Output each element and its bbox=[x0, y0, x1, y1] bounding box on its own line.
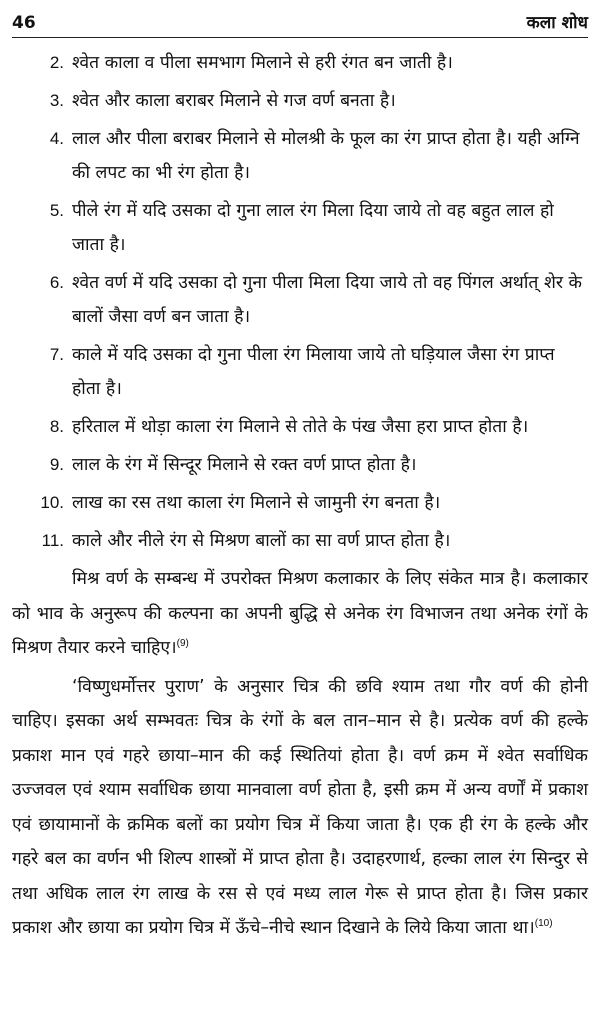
list-item bbox=[12, 410, 588, 444]
list-item bbox=[12, 84, 588, 118]
paragraph-mixing-note bbox=[12, 562, 588, 666]
list-item-number: 6. bbox=[49, 273, 64, 292]
list-item-number: 10. bbox=[40, 493, 64, 512]
list-item bbox=[12, 524, 588, 558]
list-item-number: 8. bbox=[49, 417, 64, 436]
paragraph-text: ‘विष्णुधर्मोत्तर पुराण’ के अनुसार चित्र की छवि श्याम तथा गौर वर्ण की होनी चाहिए। इसका अर्थ सम्भवतः चित्र के रंगों के बल तान–मान से है। प्रत्येक वर्ण की हल्के प्रकाश मान एवं गहरे छाया–मान की कई स्थितियां होता है। वर्ण क्रम में श्वेत सर्वाधिक उज्जवल एवं श्याम सर्वाधिक छाया मानवाला वर्ण होता है, इसी क्रम में अन्य वर्णों में प्रकाश एवं छायामानों के क्रमिक बलों का प्रयोग चित्र में किया जाता है। एक ही रंग के हल्के और गहरे बल का वर्णन भी शिल्प शास्त्रों में प्राप्त होता है। उदाहरणार्थ, हल्का लाल रंग सिन्दुर से तथा अधिक लाल रंग लाख के रस से एवं मध्य लाल गेरू से प्राप्त होता है। जिस प्रकार प्रकाश और छाया का प्रयोग चित्र में ऊँचे–नीचे स्थान दिखाने के लिये किया जाता था। bbox=[12, 676, 588, 938]
list-item-number: 2. bbox=[49, 53, 64, 72]
list-item-text: श्वेत वर्ण में यदि उसका दो गुना पीला मिला दिया जाये तो वह पिंगल अर्थात् शेर के बालों जैसा वर्ण बन जाता है। bbox=[72, 273, 582, 327]
list-item bbox=[12, 486, 588, 520]
list-item-text: पीले रंग में यदि उसका दो गुना लाल रंग मिला दिया जाये तो वह बहुत लाल हो जाता है। bbox=[72, 201, 554, 255]
list-item-text: लाल और पीला बराबर मिलाने से मोलश्री के फूल का रंग प्राप्त होता है। यही अग्नि की लपट का भी रंग होता है। bbox=[72, 129, 580, 183]
footnote-reference: (9) bbox=[176, 638, 189, 649]
list-item bbox=[12, 448, 588, 482]
list-item-text: श्वेत काला व पीला समभाग मिलाने से हरी रंगत बन जाती है। bbox=[72, 53, 453, 73]
list-item-number: 11. bbox=[41, 531, 64, 550]
list-item-number: 3. bbox=[49, 91, 64, 110]
list-item bbox=[12, 266, 588, 334]
list-item-text: काले और नीले रंग से मिश्रण बालों का सा वर्ण प्राप्त होता है। bbox=[72, 531, 451, 551]
page-number: 46 bbox=[12, 13, 36, 33]
list-item-text: लाख का रस तथा काला रंग मिलाने से जामुनी रंग बनता है। bbox=[72, 493, 441, 513]
footnote-reference: (10) bbox=[534, 918, 553, 929]
color-mixing-list bbox=[12, 46, 588, 558]
paragraph-text: मिश्र वर्ण के सम्बन्ध में उपरोक्त मिश्रण कलाकार के लिए संकेत मात्र है। कलाकार को भाव के अनुरूप की कल्पना का अपनी बुद्धि से अनेक रंग विभाजन तथा अनेक रंगों के मिश्रण तैयार करने चाहिए। bbox=[12, 569, 588, 658]
list-item-number: 7. bbox=[49, 345, 64, 364]
page-header bbox=[12, 10, 588, 38]
list-item-text: काले में यदि उसका दो गुना पीला रंग मिलाया जाये तो घड़ियाल जैसा रंग प्राप्त होता है। bbox=[72, 345, 555, 399]
list-item-text: हरिताल में थोड़ा काला रंग मिलाने से तोते के पंख जैसा हरा प्राप्त होता है। bbox=[72, 417, 529, 437]
list-item bbox=[12, 46, 588, 80]
list-item bbox=[12, 338, 588, 406]
list-item bbox=[12, 122, 588, 190]
list-item-number: 5. bbox=[49, 201, 64, 220]
running-head: कला शोध bbox=[526, 13, 588, 33]
list-item-text: लाल के रंग में सिन्दूर मिलाने से रक्त वर्ण प्राप्त होता है। bbox=[72, 455, 417, 475]
list-item-number: 4. bbox=[49, 129, 64, 148]
list-item-number: 9. bbox=[49, 455, 64, 474]
list-item bbox=[12, 194, 588, 262]
list-item-text: श्वेत और काला बराबर मिलाने से गज वर्ण बनता है। bbox=[72, 91, 396, 111]
paragraph-vishnudharmottara bbox=[12, 670, 588, 946]
